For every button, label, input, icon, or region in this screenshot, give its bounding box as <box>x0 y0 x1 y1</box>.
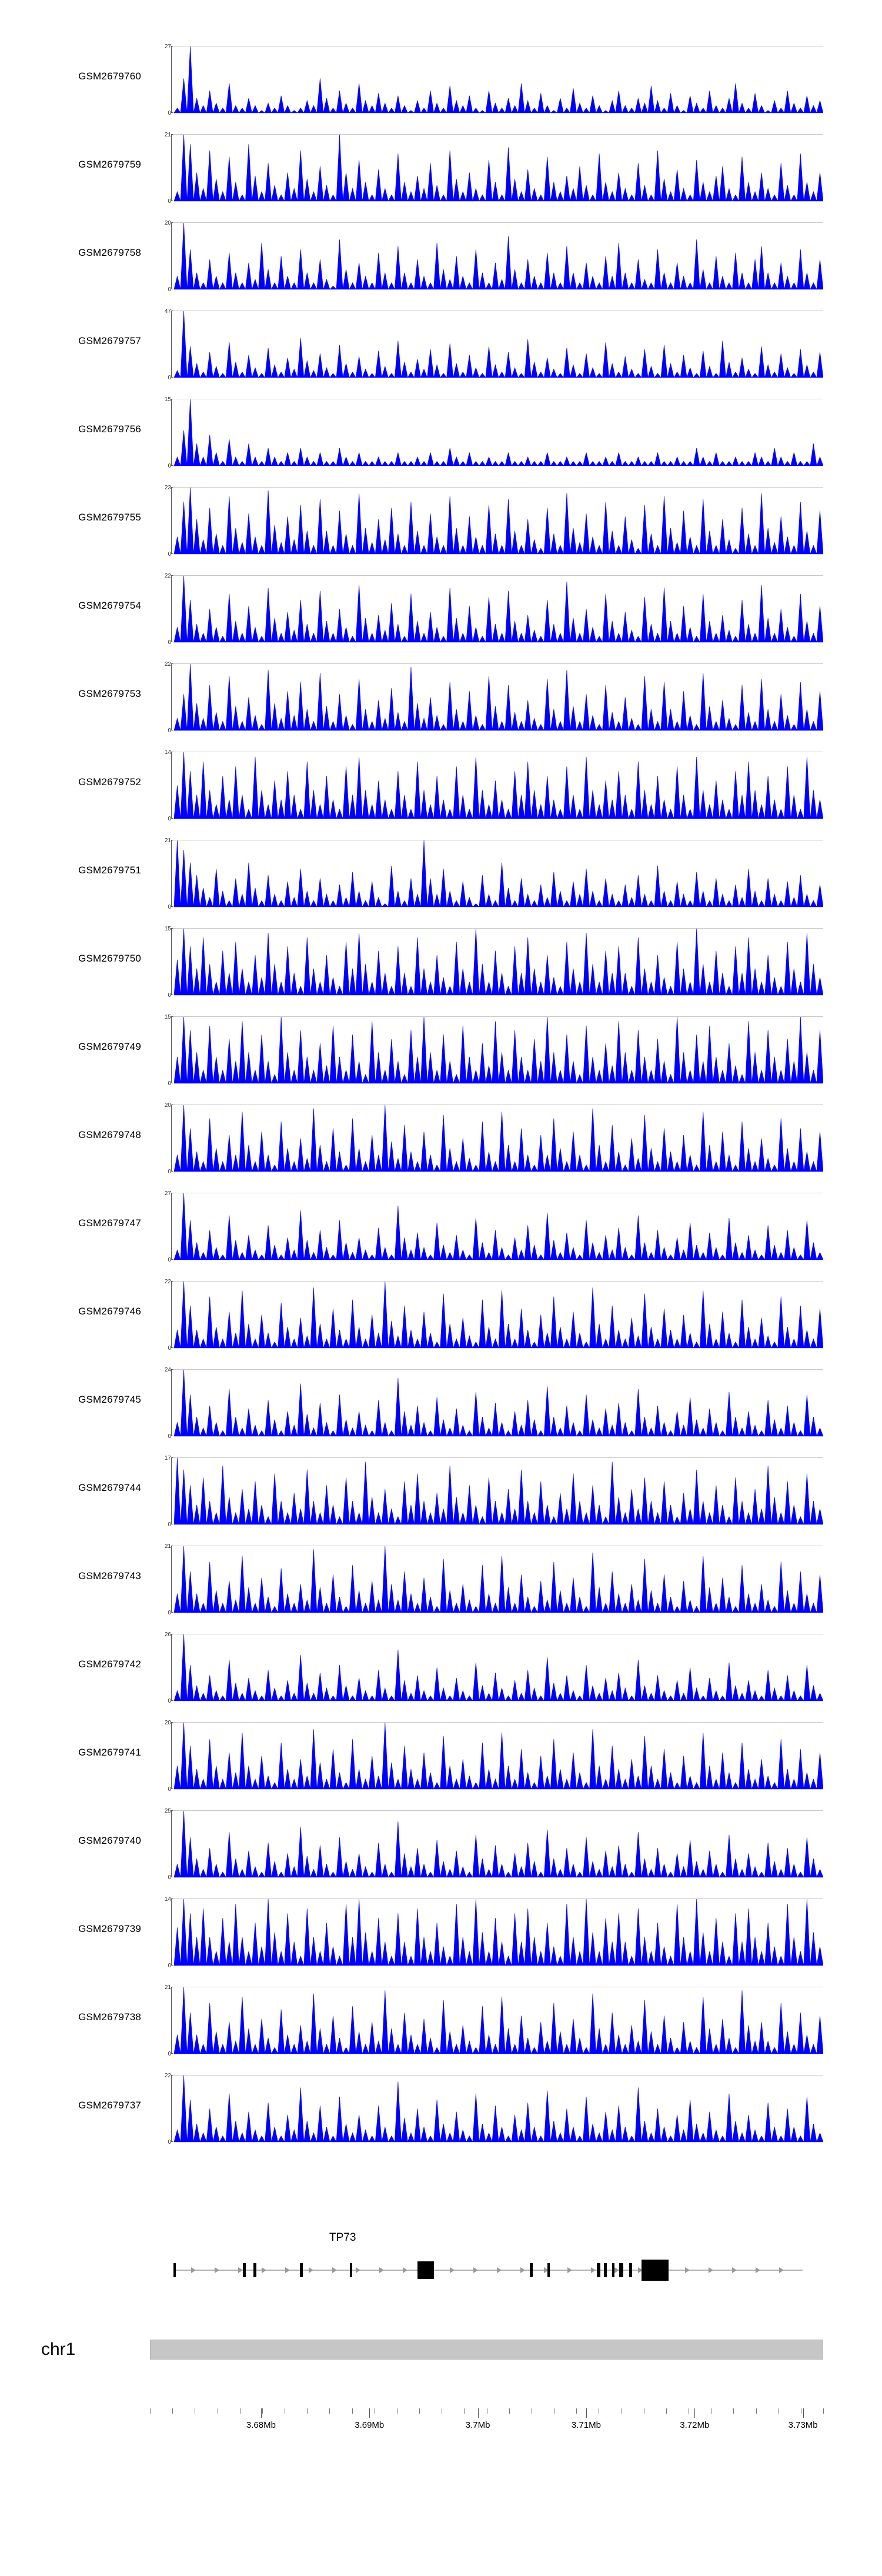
axis-max-value: 26 <box>164 1631 171 1638</box>
axis-line <box>171 1369 173 1436</box>
track-y-axis <box>150 485 173 558</box>
track-y-axis <box>150 1367 173 1440</box>
gene-model-svg <box>150 2253 826 2288</box>
axis-max-value: 22 <box>164 573 171 579</box>
axis-max-value: 47 <box>164 308 171 315</box>
axis-tick-minor <box>756 2408 757 2414</box>
coverage-area-svg <box>174 1370 823 1436</box>
coverage-track <box>0 124 882 212</box>
track-y-axis <box>150 837 173 910</box>
coverage-area-svg <box>174 1105 823 1172</box>
track-label: GSM2679749 <box>78 1041 141 1052</box>
axis-line <box>171 311 173 378</box>
track-label: GSM2679748 <box>78 1129 141 1140</box>
track-y-axis <box>150 1808 173 1881</box>
axis-line <box>171 222 173 289</box>
coverage-track <box>0 565 882 653</box>
track-label: GSM2679750 <box>78 953 141 964</box>
coverage-plot <box>174 487 823 555</box>
axis-line <box>171 134 173 201</box>
axis-tick-label: 3.7Mb <box>465 2420 490 2430</box>
axis-min-value: 0 <box>168 992 171 999</box>
coverage-track <box>0 1800 882 1888</box>
track-label: GSM2679742 <box>78 1659 141 1670</box>
gene-model <box>150 2253 826 2288</box>
track-y-axis <box>150 749 173 822</box>
coverage-plot <box>174 1369 823 1437</box>
axis-min-value: 0 <box>168 1963 171 1969</box>
chromosome-ideogram <box>150 2340 823 2360</box>
coverage-track <box>0 1711 882 1800</box>
axis-tick-minor <box>733 2408 734 2414</box>
axis-tick-major <box>803 2408 804 2418</box>
axis-min-value: 0 <box>168 1169 171 1175</box>
axis-min-value: 0 <box>168 728 171 734</box>
axis-line <box>171 1457 173 1524</box>
axis-line <box>171 1193 173 1260</box>
coverage-track <box>0 1976 882 2064</box>
coverage-track <box>0 300 882 388</box>
axis-min-value: 0 <box>168 816 171 822</box>
coverage-area-svg <box>174 1899 823 1966</box>
coverage-area-svg <box>174 576 823 642</box>
axis-max-value: 14 <box>164 1896 171 1903</box>
axis-max-value: 22 <box>164 661 171 668</box>
coverage-area-svg <box>174 929 823 995</box>
genomic-axis <box>0 2408 882 2479</box>
track-y-axis <box>150 1631 173 1704</box>
coverage-plot <box>174 399 823 466</box>
axis-line <box>171 1634 173 1701</box>
track-y-axis <box>150 132 173 205</box>
axis-tick-label: 3.69Mb <box>355 2420 385 2430</box>
coverage-track <box>0 829 882 917</box>
track-label: GSM2679757 <box>78 335 141 346</box>
axis-line <box>171 46 173 113</box>
coverage-track <box>0 653 882 741</box>
track-label: GSM2679745 <box>78 1394 141 1405</box>
axis-line <box>171 399 173 466</box>
axis-line <box>171 1987 173 2054</box>
coverage-area-svg <box>174 46 823 113</box>
axis-line <box>171 1810 173 1877</box>
coverage-plot <box>174 1810 823 1878</box>
coverage-plot <box>174 311 823 378</box>
coverage-track <box>0 2064 882 2153</box>
axis-tick-label: 3.73Mb <box>788 2420 818 2430</box>
track-label: GSM2679746 <box>78 1306 141 1317</box>
axis-min-value: 0 <box>168 463 171 469</box>
axis-line <box>171 840 173 907</box>
coverage-area-svg <box>174 223 823 289</box>
axis-max-value: 15 <box>164 396 171 403</box>
track-y-axis <box>150 1190 173 1263</box>
coverage-track <box>0 1094 882 1182</box>
coverage-plot <box>174 575 823 643</box>
track-label: GSM2679758 <box>78 247 141 258</box>
axis-tick-minor <box>352 2408 353 2414</box>
axis-max-value: 22 <box>164 1279 171 1285</box>
axis-min-value: 0 <box>168 1874 171 1881</box>
track-y-axis <box>150 1014 173 1087</box>
axis-line <box>171 1898 173 1966</box>
axis-tick-label: 3.72Mb <box>680 2420 710 2430</box>
coverage-plot <box>174 1634 823 1701</box>
track-y-axis <box>150 1720 173 1793</box>
axis-tick-minor <box>262 2408 263 2414</box>
axis-line <box>171 928 173 995</box>
track-y-axis <box>150 926 173 999</box>
track-label: GSM2679747 <box>78 1217 141 1229</box>
axis-tick-minor <box>666 2408 667 2414</box>
axis-min-value: 0 <box>168 551 171 558</box>
axis-tick-major <box>586 2408 587 2418</box>
axis-tick-label: 3.71Mb <box>571 2420 601 2430</box>
coverage-plot <box>174 752 823 819</box>
axis-max-value: 27 <box>164 1190 171 1197</box>
axis-tick-minor <box>307 2408 308 2414</box>
chromosome-row <box>0 2323 882 2394</box>
axis-line <box>171 663 173 730</box>
coverage-area-svg <box>174 1546 823 1613</box>
axis-min-value: 0 <box>168 1521 171 1528</box>
coverage-area-svg <box>174 840 823 907</box>
axis-max-value: 15 <box>164 1014 171 1020</box>
coverage-track <box>0 1006 882 1094</box>
axis-max-value: 25 <box>164 1808 171 1814</box>
axis-min-value: 0 <box>168 639 171 646</box>
coverage-track <box>0 741 882 829</box>
coverage-area-svg <box>174 664 823 730</box>
coverage-area-svg <box>174 1987 823 2054</box>
axis-line <box>171 1546 173 1613</box>
axis-max-value: 21 <box>164 1543 171 1550</box>
track-label: GSM2679744 <box>78 1482 141 1493</box>
axis-max-value: 22 <box>164 2073 171 2079</box>
coverage-plot <box>174 1987 823 2054</box>
track-label: GSM2679759 <box>78 159 141 170</box>
axis-tick-minor <box>172 2408 173 2414</box>
axis-max-value: 21 <box>164 837 171 844</box>
axis-tick-major <box>261 2408 262 2418</box>
track-label: GSM2679737 <box>78 2100 141 2111</box>
axis-max-value: 15 <box>164 926 171 932</box>
coverage-area-svg <box>174 1193 823 1260</box>
coverage-area-svg <box>174 311 823 378</box>
axis-max-value: 24 <box>164 1367 171 1373</box>
axis-max-value: 20 <box>164 220 171 226</box>
axis-max-value: 21 <box>164 132 171 138</box>
coverage-plot <box>174 1016 823 1084</box>
axis-min-value: 0 <box>168 1080 171 1087</box>
coverage-track <box>0 1447 882 1535</box>
axis-max-value: 14 <box>164 749 171 756</box>
track-y-axis <box>150 1455 173 1528</box>
coverage-plot <box>174 1281 823 1349</box>
track-label: GSM2679743 <box>78 1570 141 1581</box>
axis-min-value: 0 <box>168 1786 171 1793</box>
axis-tick-minor <box>419 2408 420 2414</box>
axis-min-value: 0 <box>168 198 171 205</box>
coverage-plot <box>174 928 823 996</box>
axis-min-value: 0 <box>168 2051 171 2057</box>
coverage-area-svg <box>174 1017 823 1083</box>
axis-tick-minor <box>464 2408 465 2414</box>
axis-line <box>171 1016 173 1083</box>
axis-max-value: 23 <box>164 485 171 491</box>
track-label: GSM2679760 <box>78 71 141 82</box>
track-label: GSM2679738 <box>78 2011 141 2023</box>
coverage-area-svg <box>174 1723 823 1789</box>
axis-line <box>171 1281 173 1348</box>
track-label: GSM2679739 <box>78 1923 141 1934</box>
coverage-plot <box>174 1898 823 1966</box>
coverage-track <box>0 388 882 476</box>
track-y-axis <box>150 220 173 293</box>
coverage-area-svg <box>174 1282 823 1348</box>
track-y-axis <box>150 308 173 381</box>
track-label: GSM2679753 <box>78 688 141 699</box>
axis-tick-minor <box>329 2408 330 2414</box>
coverage-plot <box>174 1457 823 1525</box>
track-y-axis <box>150 1543 173 1616</box>
axis-tick-major <box>478 2408 479 2418</box>
axis-max-value: 20 <box>164 1720 171 1726</box>
coverage-track <box>0 1270 882 1359</box>
axis-line <box>171 1722 173 1789</box>
axis-max-value: 27 <box>164 44 171 50</box>
track-y-axis <box>150 2073 173 2145</box>
axis-min-value: 0 <box>168 1698 171 1704</box>
track-y-axis <box>150 396 173 469</box>
coverage-track <box>0 212 882 300</box>
axis-tick-major <box>369 2408 370 2418</box>
axis-min-value: 0 <box>168 904 171 910</box>
coverage-area-svg <box>174 1811 823 1877</box>
coverage-area-svg <box>174 2076 823 2142</box>
gene-label: TP73 <box>329 2231 356 2244</box>
axis-line <box>171 1105 173 1172</box>
coverage-plot <box>174 663 823 731</box>
axis-tick-minor <box>509 2408 510 2414</box>
coverage-plot <box>174 2075 823 2143</box>
axis-line <box>171 2075 173 2142</box>
track-label: GSM2679755 <box>78 512 141 523</box>
axis-min-value: 0 <box>168 1345 171 1352</box>
axis-min-value: 0 <box>168 1257 171 1263</box>
axis-tick-minor <box>823 2408 824 2414</box>
track-label: GSM2679741 <box>78 1747 141 1758</box>
coverage-plot <box>174 46 823 114</box>
coverage-plot <box>174 1722 823 1790</box>
axis-tick-minor <box>576 2408 577 2414</box>
axis-tick-major <box>694 2408 695 2418</box>
track-label: GSM2679751 <box>78 865 141 876</box>
coverage-track <box>0 1182 882 1270</box>
track-y-axis <box>150 1984 173 2057</box>
coverage-track <box>0 917 882 1006</box>
coverage-track <box>0 35 882 124</box>
coverage-plot <box>174 222 823 290</box>
coverage-area-svg <box>174 135 823 201</box>
chromosome-label: chr1 <box>41 2340 76 2359</box>
coverage-track <box>0 1623 882 1711</box>
track-y-axis <box>150 44 173 116</box>
axis-max-value: 20 <box>164 1102 171 1109</box>
coverage-track <box>0 476 882 565</box>
track-label: GSM2679740 <box>78 1835 141 1846</box>
axis-min-value: 0 <box>168 1433 171 1440</box>
coverage-tracks <box>0 35 882 2153</box>
axis-line <box>171 575 173 642</box>
coverage-area-svg <box>174 1634 823 1701</box>
track-y-axis <box>150 661 173 734</box>
gene-annotation-track <box>0 2229 882 2317</box>
axis-min-value: 0 <box>168 110 171 116</box>
coverage-area-svg <box>174 488 823 554</box>
axis-min-value: 0 <box>168 1610 171 1616</box>
axis-tick-label: 3.68Mb <box>246 2420 276 2430</box>
coverage-plot <box>174 1105 823 1172</box>
coverage-area-svg <box>174 399 823 466</box>
track-y-axis <box>150 1896 173 1969</box>
coverage-plot <box>174 134 823 202</box>
track-y-axis <box>150 573 173 646</box>
coverage-track <box>0 1888 882 1976</box>
axis-tick-container <box>150 2408 823 2435</box>
coverage-plot <box>174 1193 823 1260</box>
coverage-plot <box>174 840 823 907</box>
coverage-area-svg <box>174 752 823 819</box>
axis-min-value: 0 <box>168 375 171 381</box>
track-y-axis <box>150 1279 173 1352</box>
track-y-axis <box>150 1102 173 1175</box>
coverage-plot <box>174 1546 823 1613</box>
axis-min-value: 0 <box>168 2139 171 2145</box>
track-label: GSM2679754 <box>78 600 141 611</box>
track-label: GSM2679756 <box>78 423 141 435</box>
coverage-track <box>0 1535 882 1623</box>
coverage-area-svg <box>174 1458 823 1524</box>
track-label: GSM2679752 <box>78 776 141 788</box>
axis-min-value: 0 <box>168 286 171 293</box>
axis-line <box>171 752 173 819</box>
coverage-track <box>0 1359 882 1447</box>
axis-tick-minor <box>150 2408 151 2414</box>
axis-max-value: 21 <box>164 1984 171 1991</box>
axis-line <box>171 487 173 554</box>
axis-max-value: 17 <box>164 1455 171 1461</box>
